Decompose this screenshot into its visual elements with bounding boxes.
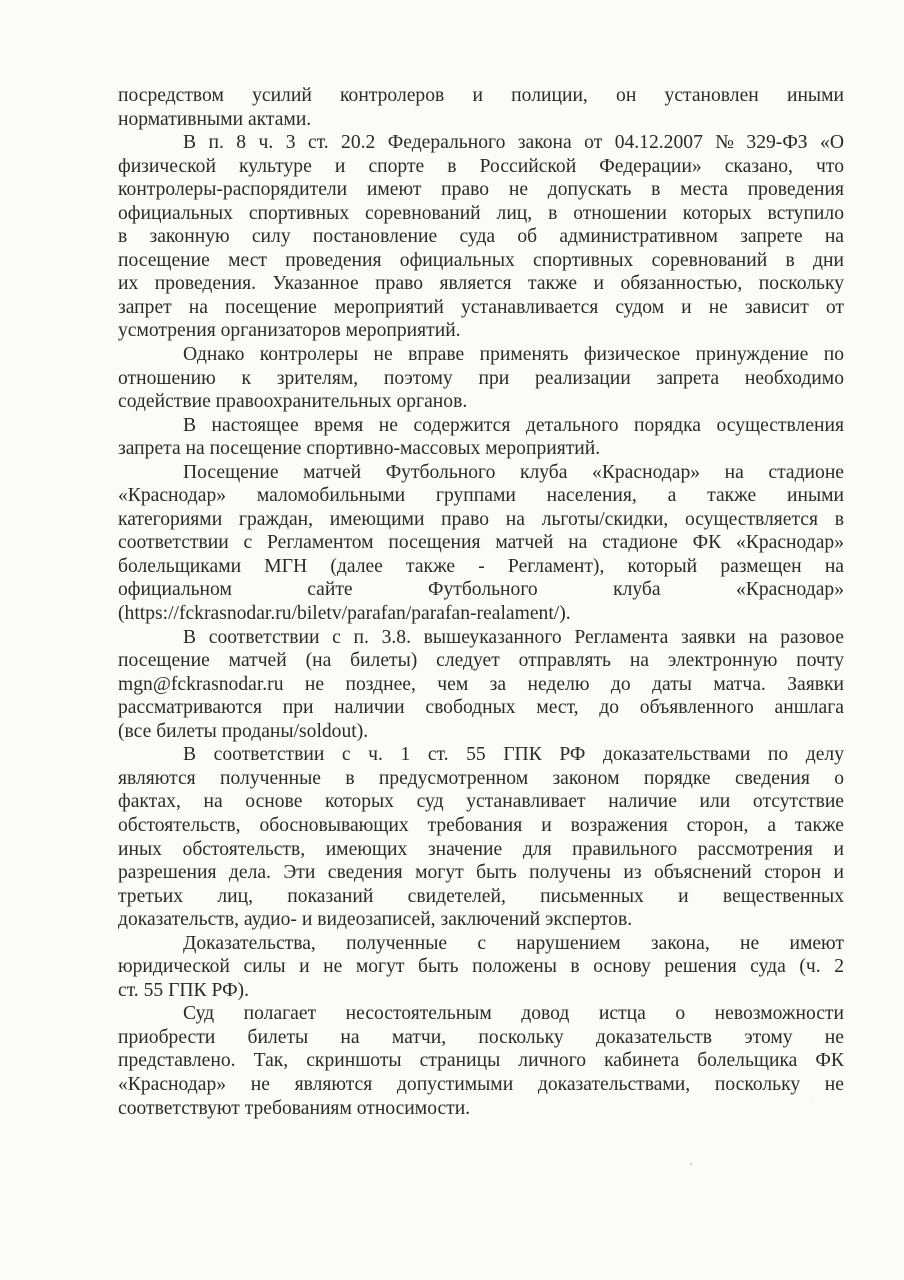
- text-line: В настоящее время не содержится детального порядка осуществления: [183, 414, 844, 436]
- text-line: посещение мест проведения официальных спортивных соревнований в дни: [118, 249, 844, 271]
- text-line: нормативными актами.: [118, 108, 312, 130]
- text-line: В п. 8 ч. 3 ст. 20.2 Федерального закона от 04.12.2007 № 329-ФЗ «О: [183, 132, 844, 154]
- paragraph: [118, 414, 844, 461]
- text-line: иных обстоятельств, имеющих значение для правильного рассмотрения и: [118, 838, 844, 860]
- document-page: [118, 84, 844, 1120]
- text-line: В соответствии с п. 3.8. вышеуказанного Регламента заявки на разовое: [183, 626, 844, 648]
- text-line: В соответствии с ч. 1 ст. 55 ГПК РФ доказательствами по делу: [183, 744, 844, 766]
- text-line: содействие правоохранительных органов.: [118, 391, 468, 413]
- paragraph: [118, 84, 844, 131]
- paragraph: [118, 1002, 844, 1120]
- text-line: mgn@fckrasnodar.ru не позднее, чем за неделю до даты матча. Заявки: [118, 673, 844, 695]
- text-line: отношению к зрителям, поэтому при реализации запрета необходимо: [118, 367, 844, 389]
- text-line: посещение матчей (на билеты) следует отправлять на электронную почту: [118, 650, 844, 672]
- text-line: доказательств, аудио- и видеозаписей, заключений экспертов.: [118, 909, 633, 931]
- text-line: юридической силы и не могут быть положены в основу решения суда (ч. 2: [118, 956, 844, 978]
- text-line: обстоятельств, обосновывающих требования и возражения сторон, а также: [118, 814, 844, 836]
- text-line: официальном сайте Футбольного клуба «Краснодар»: [118, 579, 844, 601]
- text-line: третьих лиц, показаний свидетелей, письменных и вещественных: [118, 885, 844, 907]
- paragraph: [118, 626, 844, 744]
- text-line: усмотрения организаторов мероприятий.: [118, 320, 461, 342]
- paragraph: [118, 461, 844, 626]
- text-line: официальных спортивных соревнований лиц, в отношении которых вступило: [118, 202, 844, 224]
- text-line: соответствии с Регламентом посещения матчей на стадионе ФК «Краснодар»: [118, 532, 844, 554]
- text-line: рассматриваются при наличии свободных мест, до объявленного аншлага: [118, 697, 844, 719]
- text-line: болельщиками МГН (далее также - Регламент), который размещен на: [118, 555, 844, 577]
- paragraph: [118, 131, 844, 343]
- scan-speck: [690, 1163, 692, 1165]
- text-line: контролеры-распорядители имеют право не допускать в места проведения: [118, 179, 844, 201]
- text-line: представлено. Так, скриншоты страницы личного кабинета болельщика ФК: [118, 1050, 844, 1072]
- text-line: категориями граждан, имеющими право на льготы/скидки, осуществляется в: [118, 508, 844, 530]
- text-line: Суд полагает несостоятельным довод истца о невозможности: [183, 1003, 844, 1025]
- text-line: Однако контролеры не вправе применять физическое принуждение по: [183, 344, 844, 366]
- paragraph: [118, 743, 844, 931]
- text-line: Посещение матчей Футбольного клуба «Краснодар» на стадионе: [183, 461, 844, 483]
- text-line: их проведения. Указанное право является также и обязанностью, поскольку: [118, 273, 844, 295]
- text-line: являются полученные в предусмотренном законом порядке сведения о: [118, 767, 844, 789]
- text-line: фактах, на основе которых суд устанавливает наличие или отсутствие: [118, 791, 844, 813]
- text-line: «Краснодар» маломобильными группами населения, а также иными: [118, 485, 844, 507]
- text-line: запрет на посещение мероприятий устанавливается судом и не зависит от: [118, 296, 844, 318]
- scan-speck: [812, 1100, 813, 1101]
- text-line: Доказательства, полученные с нарушением закона, не имеют: [183, 932, 844, 954]
- text-line: разрешения дела. Эти сведения могут быть получены из объяснений сторон и: [118, 862, 844, 884]
- text-line: в законную силу постановление суда об административном запрете на: [118, 226, 844, 248]
- text-line: приобрести билеты на матчи, поскольку доказательств этому не: [118, 1026, 844, 1048]
- text-line: запрета на посещение спортивно-массовых мероприятий.: [118, 438, 601, 460]
- text-line: посредством усилий контролеров и полиции, он установлен иными: [118, 85, 844, 106]
- text-line: соответствуют требованиям относимости.: [118, 1097, 471, 1119]
- text-line: ст. 55 ГПК РФ).: [118, 979, 249, 1001]
- text-line: (https://fckrasnodar.ru/biletv/parafan/parafan-realament/).: [118, 603, 571, 625]
- text-line: «Краснодар» не являются допустимыми доказательствами, поскольку не: [118, 1073, 844, 1095]
- text-line: физической культуре и спорте в Российской Федерации» сказано, что: [118, 155, 844, 177]
- text-line: (все билеты проданы/soldout).: [118, 720, 369, 742]
- paragraph: [118, 343, 844, 414]
- paragraph: [118, 932, 844, 1003]
